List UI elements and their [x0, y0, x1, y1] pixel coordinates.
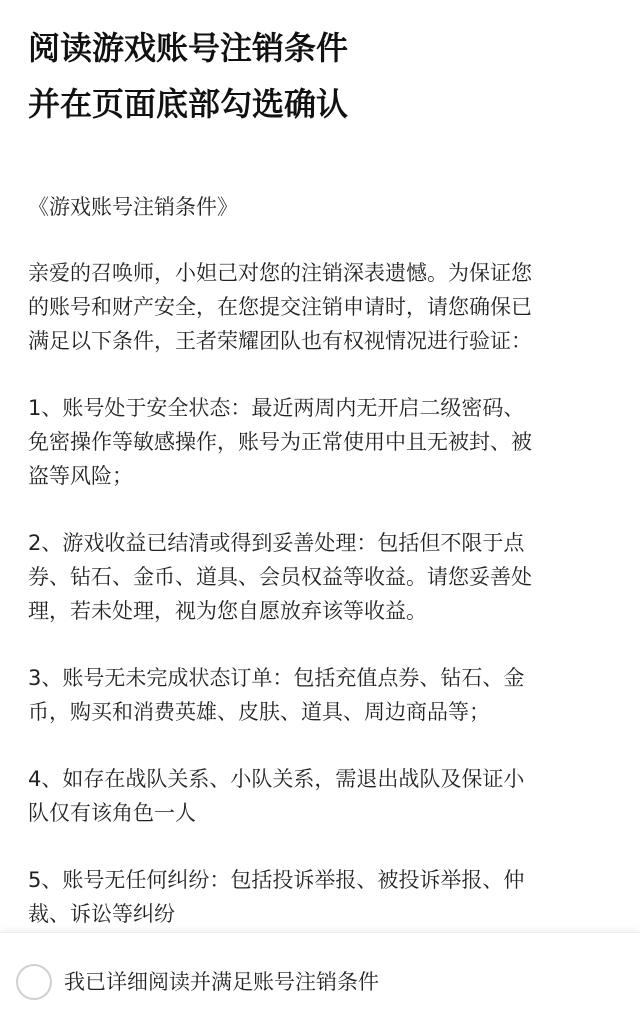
paragraph-line: 币，购买和消费英雄、皮肤、道具、周边商品等；: [28, 700, 490, 724]
intro-paragraph: [28, 256, 620, 358]
paragraph-line: 1、账号处于安全状态：最近两周内无开启二级密码、: [28, 396, 525, 420]
paragraph-line: 裁、诉讼等纠纷: [28, 902, 175, 926]
paragraph-line: 5、账号无任何纠纷：包括投诉举报、被投诉举报、仲: [28, 868, 525, 892]
paragraph-line: 3、账号无未完成状态订单：包括充值点券、钻石、金: [28, 666, 525, 690]
page-title-line-2: 并在页面底部勾选确认: [28, 85, 349, 123]
confirm-bar: [0, 932, 640, 1013]
paragraph-line: 理，若未处理，视为您自愿放弃该等收益。: [28, 599, 427, 623]
condition-1: [28, 391, 620, 493]
condition-3: [28, 661, 620, 729]
paragraph-line: 4、如存在战队关系、小队关系，需退出战队及保证小: [28, 767, 525, 791]
paragraph-line: 2、游戏收益已结清或得到妥善处理：包括但不限于点: [28, 531, 525, 555]
paragraph-line: 队仅有该角色一人: [28, 801, 196, 825]
confirm-checkbox[interactable]: [16, 964, 52, 1000]
confirm-checkbox-label[interactable]: 我已详细阅读并满足账号注销条件: [64, 970, 379, 994]
page-title-line-1: 阅读游戏账号注销条件: [28, 29, 349, 67]
condition-2: [28, 526, 620, 628]
paragraph-line: 券、钻石、金币、道具、会员权益等收益。请您妥善处: [28, 565, 532, 589]
paragraph-line: 亲爱的召唤师，小妲己对您的注销深表遗憾。为保证您: [28, 261, 532, 285]
paragraph-line: 免密操作等敏感操作，账号为正常使用中且无被封、被: [28, 430, 532, 454]
paragraph-line: 盗等风险；: [28, 464, 133, 488]
page-header: [28, 20, 620, 132]
condition-5: [28, 863, 620, 931]
document-title: 《游戏账号注销条件》: [28, 195, 238, 219]
paragraph-line: 满足以下条件，王者荣耀团队也有权视情况进行验证：: [28, 329, 532, 353]
conditions-document: [28, 190, 620, 964]
condition-4: [28, 762, 620, 830]
paragraph-line: 的账号和财产安全，在您提交注销申请时，请您确保已: [28, 295, 532, 319]
